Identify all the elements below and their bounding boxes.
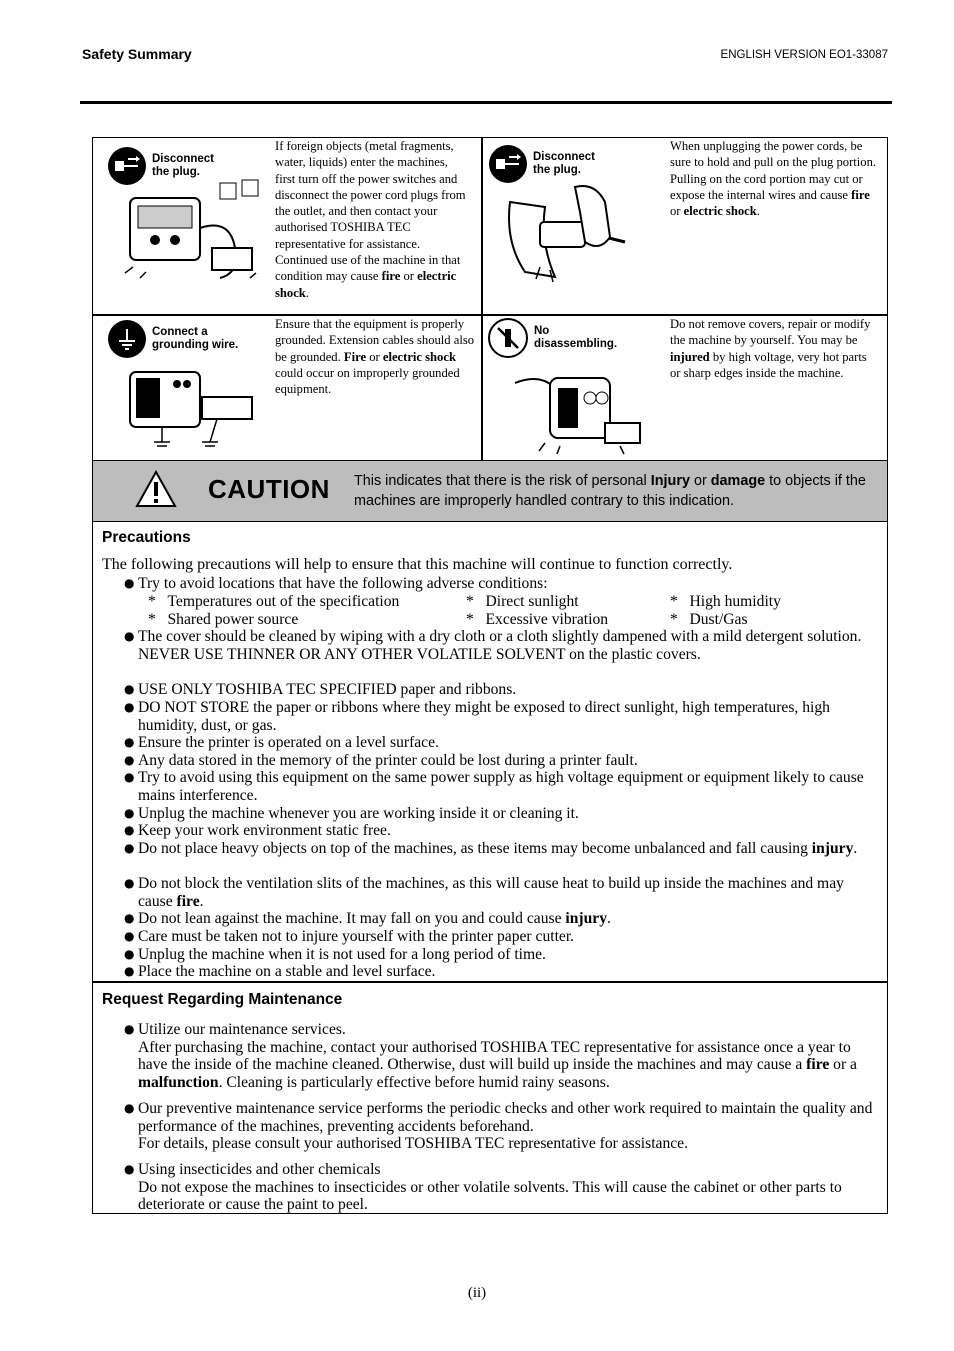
section-title: Safety Summary bbox=[82, 46, 192, 62]
condition-item: * Direct sunlight bbox=[466, 593, 579, 610]
printer-damaged-illustration bbox=[120, 178, 265, 288]
ground-icon bbox=[108, 320, 146, 358]
page-number: (ii) bbox=[467, 1285, 487, 1301]
warning-label: Disconnect the plug. bbox=[533, 151, 595, 176]
condition-item: * Excessive vibration bbox=[466, 611, 609, 628]
header-rule bbox=[80, 101, 892, 104]
list-item: ● Care must be taken not to injure yourself with the printer paper cutter. bbox=[124, 928, 575, 945]
table-divider-vertical bbox=[481, 137, 483, 461]
document-version: ENGLISH VERSION EO1-33087 bbox=[720, 49, 888, 61]
list-item: ● The cover should be cleaned by wiping with a dry cloth or a cloth slightly dampened with a mild detergent solution. NEVER USE THINNER OR ANY OTHER VOLATILE SOLVENT on the plastic covers. bbox=[124, 628, 862, 663]
list-item: ● Unplug the machine when it is not used for a long period of time. bbox=[124, 946, 546, 963]
list-item: ● Do not lean against the machine. It may fall on you and could cause injury. bbox=[124, 910, 611, 927]
list-item: ● Try to avoid locations that have the following adverse conditions: bbox=[124, 575, 548, 592]
list-item: ● Unplug the machine whenever you are working inside it or cleaning it. bbox=[124, 805, 579, 822]
list-item: ● Try to avoid using this equipment on the same power supply as high voltage equipment or equipment likely to cause mains interference. bbox=[124, 769, 864, 804]
warning-text: Ensure that the equipment is properly grounded. Extension cables should also be grounded. Fire or electric shock could occur on improperly grounded equipment. bbox=[275, 317, 475, 397]
unplug-hand-illustration bbox=[500, 182, 635, 287]
caution-heading: CAUTION bbox=[208, 474, 330, 504]
list-item: ● Do not place heavy objects on top of the machines, as these items may become unbalanced and fall causing injury. bbox=[124, 840, 858, 857]
condition-item: * Shared power source bbox=[148, 611, 299, 628]
warning-badge bbox=[108, 320, 238, 358]
condition-item: * High humidity bbox=[670, 593, 781, 610]
warning-text: When unplugging the power cords, be sure to hold and pull on the plug portion. Pulling on the cord portion may cut or expose the internal wires and cause fire or electric shock. bbox=[670, 139, 877, 219]
warning-label: No disassembling. bbox=[534, 325, 618, 350]
list-item: ● USE ONLY TOSHIBA TEC SPECIFIED paper and ribbons. bbox=[124, 681, 517, 698]
list-item: ● Ensure the printer is operated on a level surface. bbox=[124, 734, 439, 751]
maintenance-heading: Request Regarding Maintenance bbox=[102, 991, 343, 1008]
warning-text: Do not remove covers, repair or modify the machine by yourself. You may be injured by high voltage, very hot parts or sharp edges inside the machine. bbox=[670, 317, 871, 380]
no-disassembly-icon bbox=[488, 318, 528, 358]
warning-badge bbox=[489, 145, 595, 183]
list-item: ● Place the machine on a stable and level surface. bbox=[124, 963, 436, 980]
precautions-intro: The following precautions will help to ensure that this machine will continue to function correctly. bbox=[102, 556, 733, 573]
list-item: ● Using insecticides and other chemicals Do not expose the machines to insecticides or other volatile solvents. This will cause the cabinet or other parts to deteriorate or cause the paint to peel. bbox=[124, 1161, 842, 1214]
list-item: ● Our preventive maintenance service performs the periodic checks and other work required to maintain the quality and performance of the machines, preventing accidents beforehand. For details, please consult your authorised TOSHIBA TEC representative for assistance. bbox=[124, 1100, 873, 1153]
grounded-printer-illustration bbox=[122, 362, 267, 457]
warning-label: Disconnect the plug. bbox=[152, 153, 214, 178]
list-item: ● Keep your work environment static free. bbox=[124, 822, 391, 839]
plug-disconnect-icon bbox=[489, 145, 527, 183]
list-item: ● Utilize our maintenance services. After purchasing the machine, contact your authorised TOSHIBA TEC representative for assistance once a year to have the inside of the machine cleaned. Otherwise, dust will build up inside the machines and may cause a fire or a malfunction. Cleaning is particularly effective before humid rainy seasons. bbox=[124, 1021, 857, 1091]
warning-triangle-icon bbox=[135, 470, 177, 508]
warning-text: If foreign objects (metal fragments, water, liquids) enter the machines, first turn off the power switches and disconnect the power cord plugs from the outlet, and then contact your authorised TOSHIBA TEC representative for assistance. Continued use of the machine in that condition may cause fire or electric shock. bbox=[275, 139, 466, 300]
list-item: ● Any data stored in the memory of the printer could be lost during a printer fault. bbox=[124, 752, 638, 769]
condition-item: * Dust/Gas bbox=[670, 611, 748, 628]
precautions-heading: Precautions bbox=[102, 529, 191, 546]
list-item: ● Do not block the ventilation slits of the machines, as this will cause heat to build up inside the machines and may cause fire. bbox=[124, 875, 844, 910]
list-item: ● DO NOT STORE the paper or ribbons where they might be exposed to direct sunlight, high temperatures, high humidity, dust, or gas. bbox=[124, 699, 830, 734]
disassembly-illustration bbox=[510, 358, 645, 458]
condition-item: * Temperatures out of the specification bbox=[148, 593, 400, 610]
warning-badge bbox=[488, 318, 617, 358]
table-divider-horizontal bbox=[92, 981, 888, 983]
caution-description: This indicates that there is the risk of personal Injury or damage to objects if the machines are improperly handled contrary to this indication. bbox=[354, 473, 866, 509]
warning-label: Connect a grounding wire. bbox=[152, 326, 239, 351]
